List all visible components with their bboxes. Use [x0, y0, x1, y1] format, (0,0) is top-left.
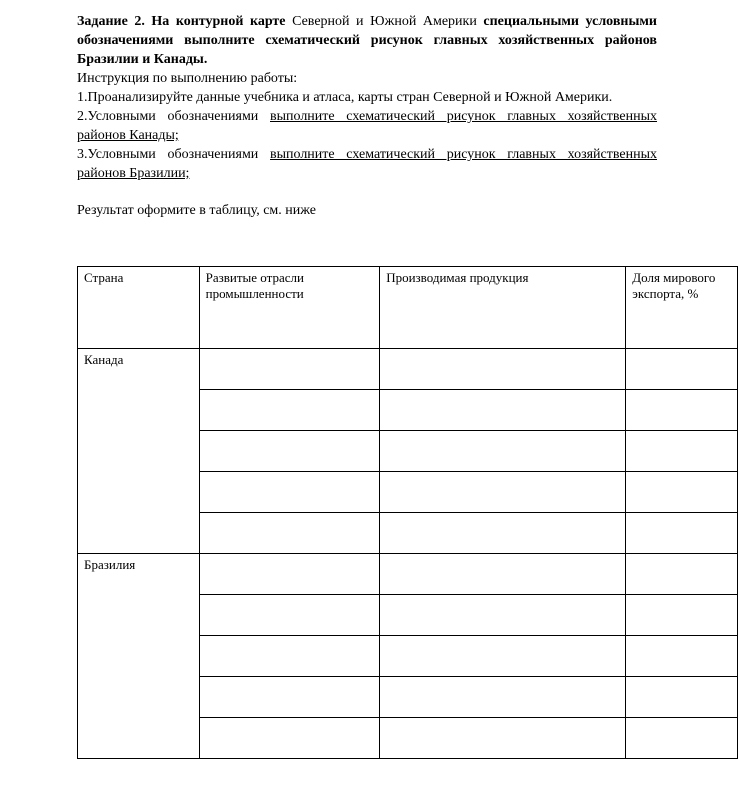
result-instruction: Результат оформите в таблицу, см. ниже — [77, 203, 316, 218]
task-number: Задание 2. — [77, 14, 145, 29]
table-header-row — [78, 267, 738, 349]
instructions-heading: Инструкция по выполнению работы: — [77, 71, 298, 86]
table-cell[interactable] — [380, 718, 626, 759]
table-cell[interactable] — [199, 390, 380, 431]
header-country: Страна — [78, 267, 200, 349]
table-cell[interactable] — [626, 431, 738, 472]
table-cell[interactable] — [380, 349, 626, 390]
table-cell[interactable] — [199, 636, 380, 677]
instruction-item-3-underlined: выполните схематический рисунок главных хозяйственных районов Бразилии; — [77, 147, 658, 181]
country-canada: Канада — [78, 349, 200, 554]
task-part1: На контурной карте — [151, 14, 286, 29]
table-cell[interactable] — [199, 349, 380, 390]
table-cell[interactable] — [626, 390, 738, 431]
instruction-item-3-plain: 3.Условными обозначениями — [77, 147, 259, 162]
country-brazil: Бразилия — [78, 554, 200, 759]
table-cell[interactable] — [199, 677, 380, 718]
instruction-item-2 — [77, 107, 657, 145]
header-export-share: Доля мирового экспорта, % — [626, 267, 738, 349]
instruction-item-2-plain: 2.Условными обозначениями — [77, 109, 259, 124]
header-products: Производимая продукция — [380, 267, 626, 349]
table-cell[interactable] — [626, 554, 738, 595]
table-cell[interactable] — [626, 513, 738, 554]
instruction-item-1: 1.Проанализируйте данные учебника и атласа, карты стран Северной и Южной Америки. — [77, 90, 613, 105]
document-body — [77, 12, 657, 220]
header-industries: Развитые отрасли промышленности — [199, 267, 380, 349]
table-row — [78, 554, 738, 595]
table-cell[interactable] — [380, 595, 626, 636]
table-cell[interactable] — [199, 513, 380, 554]
results-table — [77, 266, 738, 759]
table-cell[interactable] — [380, 472, 626, 513]
table-cell[interactable] — [199, 595, 380, 636]
table-row — [78, 349, 738, 390]
table-cell[interactable] — [380, 431, 626, 472]
instruction-item-3 — [77, 145, 657, 183]
table-cell[interactable] — [380, 513, 626, 554]
table-cell[interactable] — [380, 677, 626, 718]
table-cell[interactable] — [626, 677, 738, 718]
task-statement — [77, 12, 657, 69]
table-cell[interactable] — [199, 718, 380, 759]
instruction-item-2-underlined: выполните схематический рисунок главных хозяйственных районов Канады; — [77, 109, 658, 143]
table-cell[interactable] — [626, 472, 738, 513]
task-part2: Северной и Южной Америки — [292, 14, 477, 29]
task-part3: специальными условными обозначениями выполните схематический рисунок главных хозяйственных районов Бразилии и Канады. — [77, 14, 657, 67]
table-cell[interactable] — [380, 390, 626, 431]
table-cell[interactable] — [199, 554, 380, 595]
table-cell[interactable] — [380, 554, 626, 595]
table-cell[interactable] — [199, 472, 380, 513]
table-cell[interactable] — [199, 431, 380, 472]
table-cell[interactable] — [626, 349, 738, 390]
table-cell[interactable] — [380, 636, 626, 677]
table-cell[interactable] — [626, 595, 738, 636]
table-cell[interactable] — [626, 718, 738, 759]
table-cell[interactable] — [626, 636, 738, 677]
